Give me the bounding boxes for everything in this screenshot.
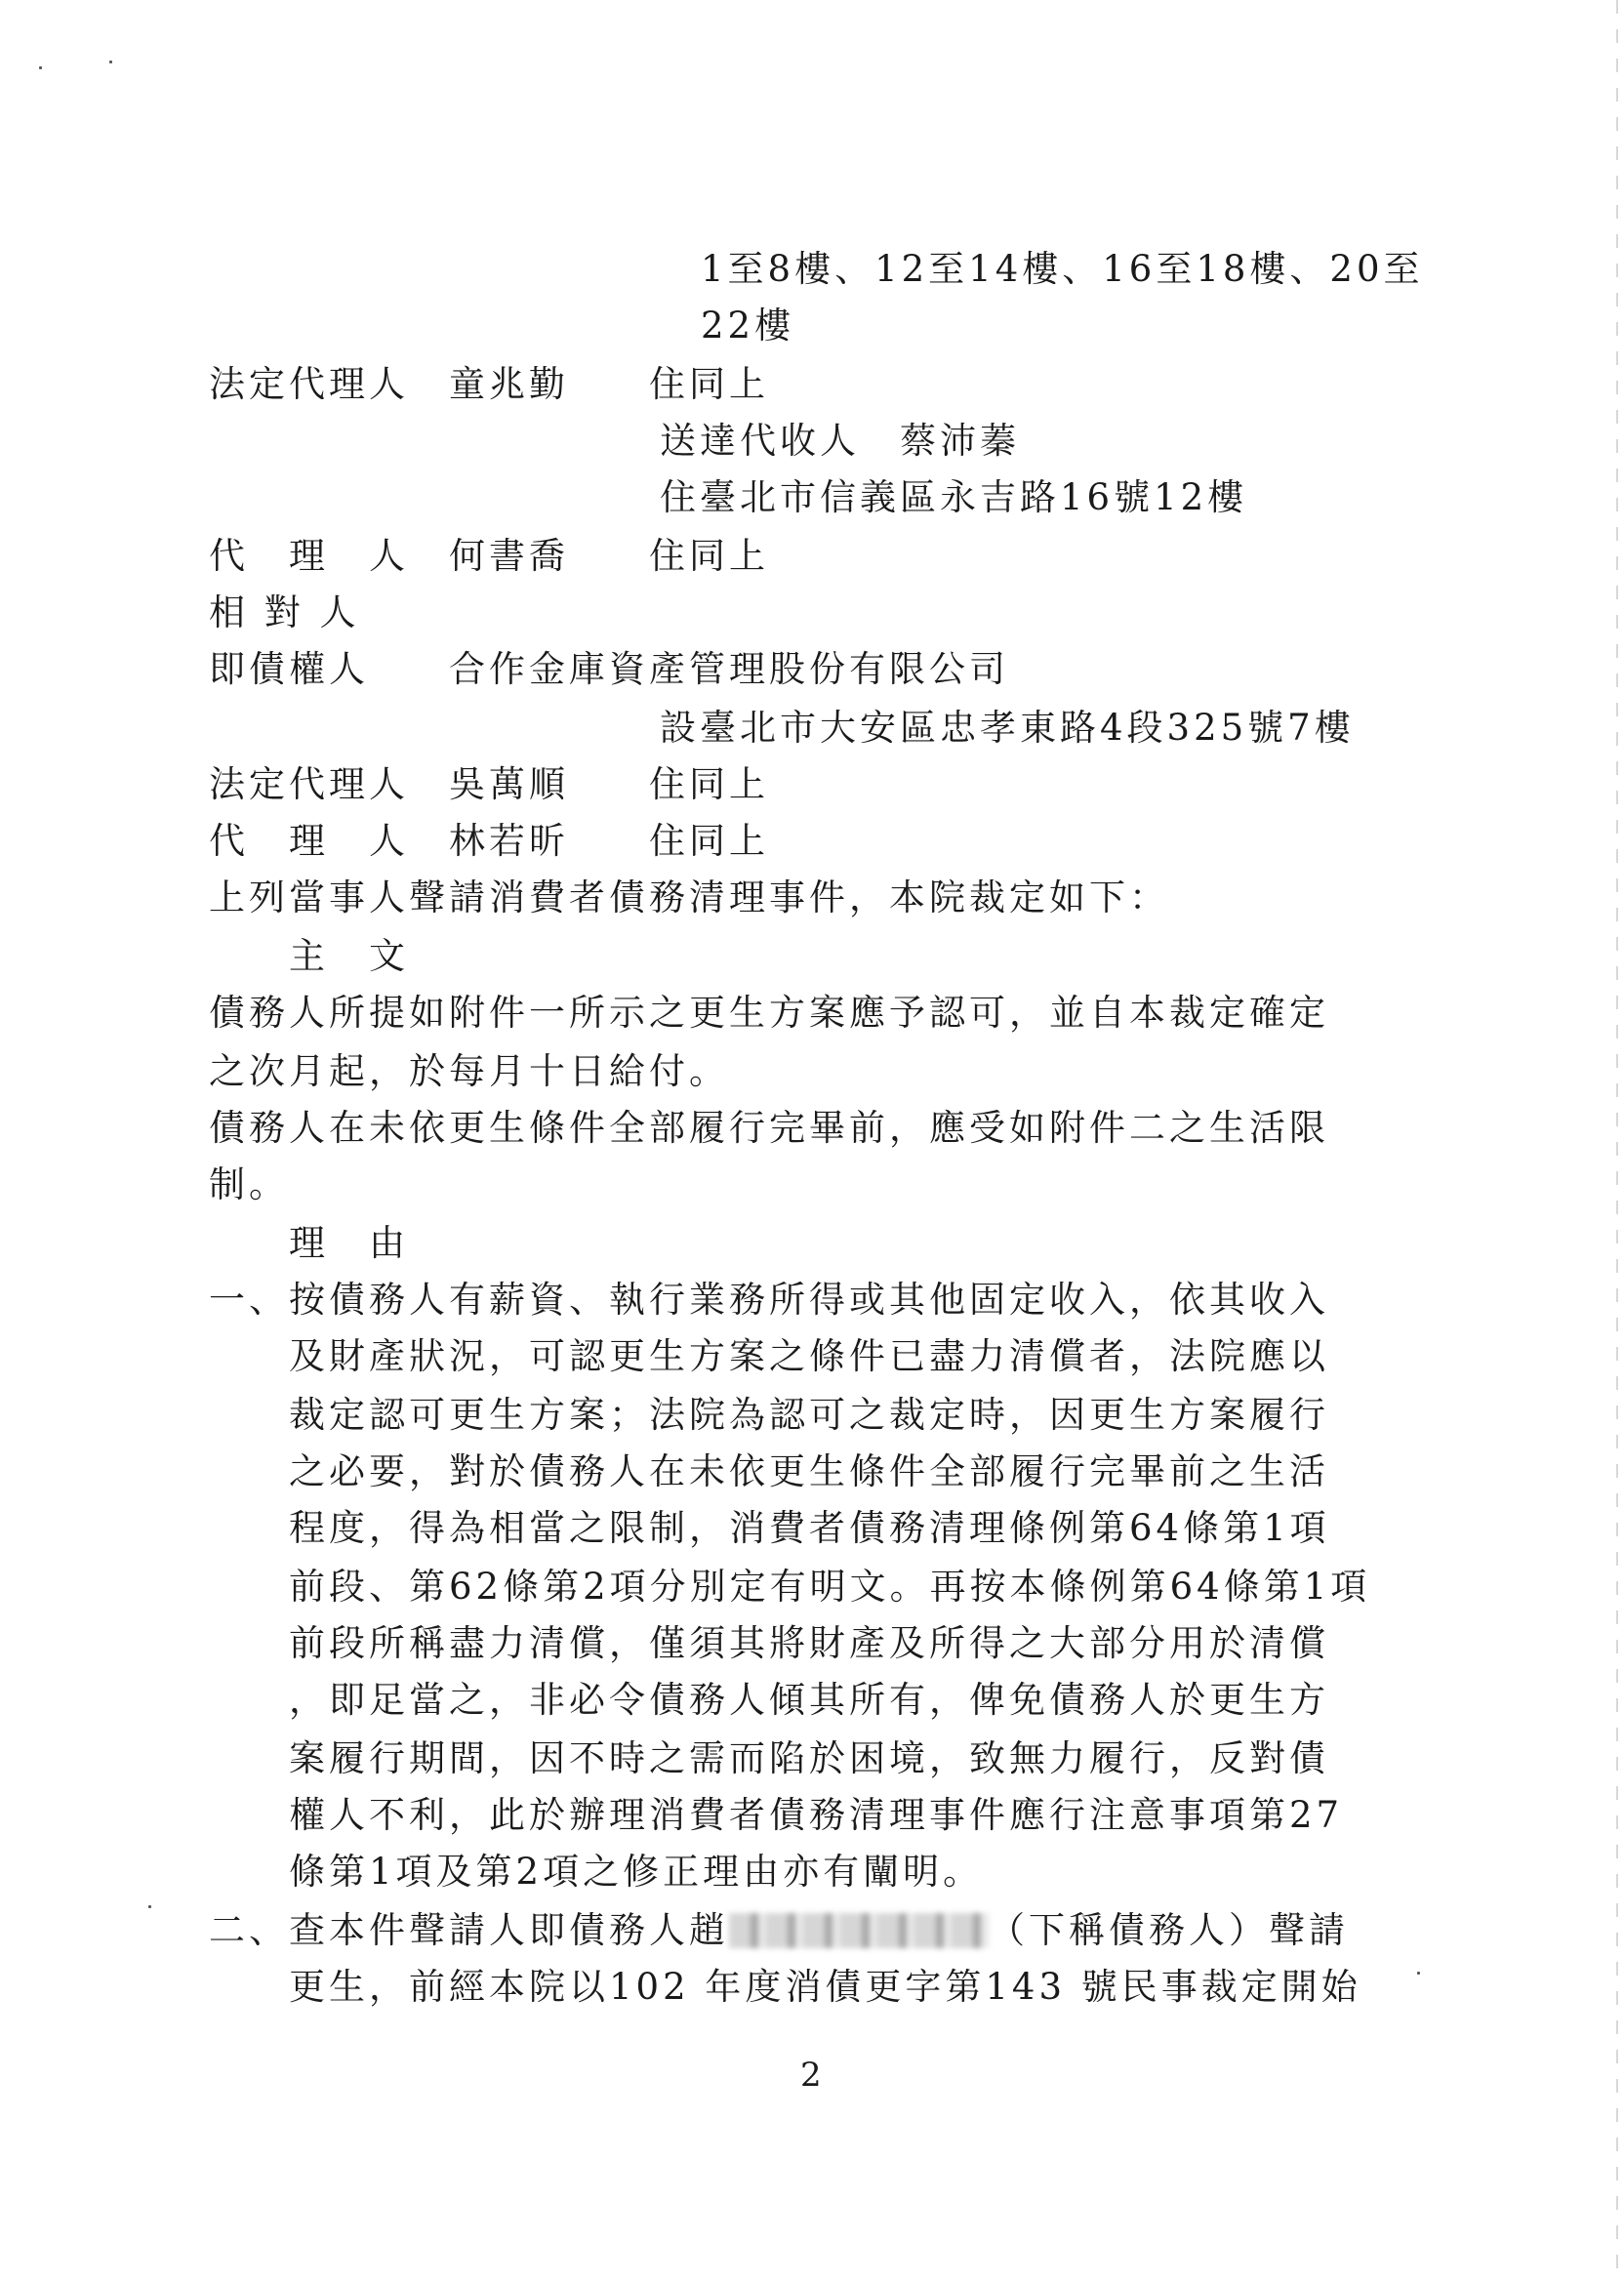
body-line: ，即足當之，非必令債務人傾其所有，俾免債務人於更生方 (289, 1679, 1329, 1721)
intro-line: 上列當事人聲請消費者債務清理事件，本院裁定如下： (209, 877, 1169, 918)
scan-edge-artifact (1616, 0, 1618, 2283)
body-line-end: （下稱債務人）聲請 (989, 1909, 1349, 1951)
body-line: 裁定認可更生方案；法院為認可之裁定時，因更生方案履行 (289, 1394, 1329, 1436)
body-line: 制。 (209, 1163, 289, 1205)
scan-speck (148, 1905, 151, 1908)
redacted-name (729, 1913, 989, 1948)
body-line: 更生，前經本院以102 年度消債更字第143 號民事裁定開始 (289, 1966, 1361, 2008)
body-line: 前段、第62條第2項分別定有明文。再按本條例第64條第1項 (289, 1566, 1371, 1608)
party-line: 設臺北市大安區忠孝東路4段325號7樓 (660, 707, 1355, 749)
body-line: 前段所稱盡力清償，僅須其將財產及所得之大部分用於清償 (289, 1622, 1329, 1664)
scan-speck (109, 61, 112, 63)
body-line: 權人不利，此於辦理消費者債務清理事件應行注意事項第27 (289, 1794, 1344, 1836)
body-line (209, 1911, 1349, 1950)
body-line-start: 二、查本件聲請人即債務人趙 (209, 1909, 729, 1951)
party-line: 代 理 人 林若昕 住同上 (209, 820, 769, 862)
body-line: 案履行期間，因不時之需而陷於困境，致無力履行，反對債 (289, 1737, 1329, 1779)
body-line: 條第1項及第2項之修正理由亦有闡明。 (289, 1851, 984, 1893)
body-line: 債務人在未依更生條件全部履行完畢前，應受如附件二之生活限 (209, 1107, 1329, 1149)
scan-speck (1417, 1972, 1420, 1975)
body-line: 程度，得為相當之限制，消費者債務清理條例第64條第1項 (289, 1507, 1330, 1549)
address-floors-line: 1至8樓、12至14樓、16至18樓、20至 (701, 248, 1424, 290)
page-number: 2 (800, 2056, 822, 2095)
party-line: 法定代理人 吳萬順 住同上 (209, 763, 769, 805)
party-line: 即債權人 合作金庫資產管理股份有限公司 (209, 648, 1009, 690)
party-line: 法定代理人 童兆勤 住同上 (209, 363, 769, 405)
party-line: 住臺北市信義區永吉路16號12樓 (660, 476, 1248, 518)
body-line: 之必要，對於債務人在未依更生條件全部履行完畢前之生活 (289, 1450, 1329, 1492)
party-line: 代 理 人 何書喬 住同上 (209, 535, 769, 577)
address-floors-line: 22樓 (701, 305, 795, 347)
body-line: 債務人所提如附件一所示之更生方案應予認可，並自本裁定確定 (209, 992, 1329, 1034)
body-line: 一、按債務人有薪資、執行業務所得或其他固定收入，依其收入 (209, 1279, 1329, 1321)
scan-speck (39, 66, 42, 69)
body-line: 及財產狀況，可認更生方案之條件已盡力清償者，法院應以 (289, 1335, 1329, 1377)
body-line: 之次月起，於每月十日給付。 (209, 1050, 729, 1092)
section-heading: 主 文 (289, 935, 409, 977)
section-heading: 理 由 (289, 1222, 409, 1264)
party-line: 相 對 人 (209, 591, 360, 633)
party-line: 送達代收人 蔡沛蓁 (660, 420, 1020, 462)
